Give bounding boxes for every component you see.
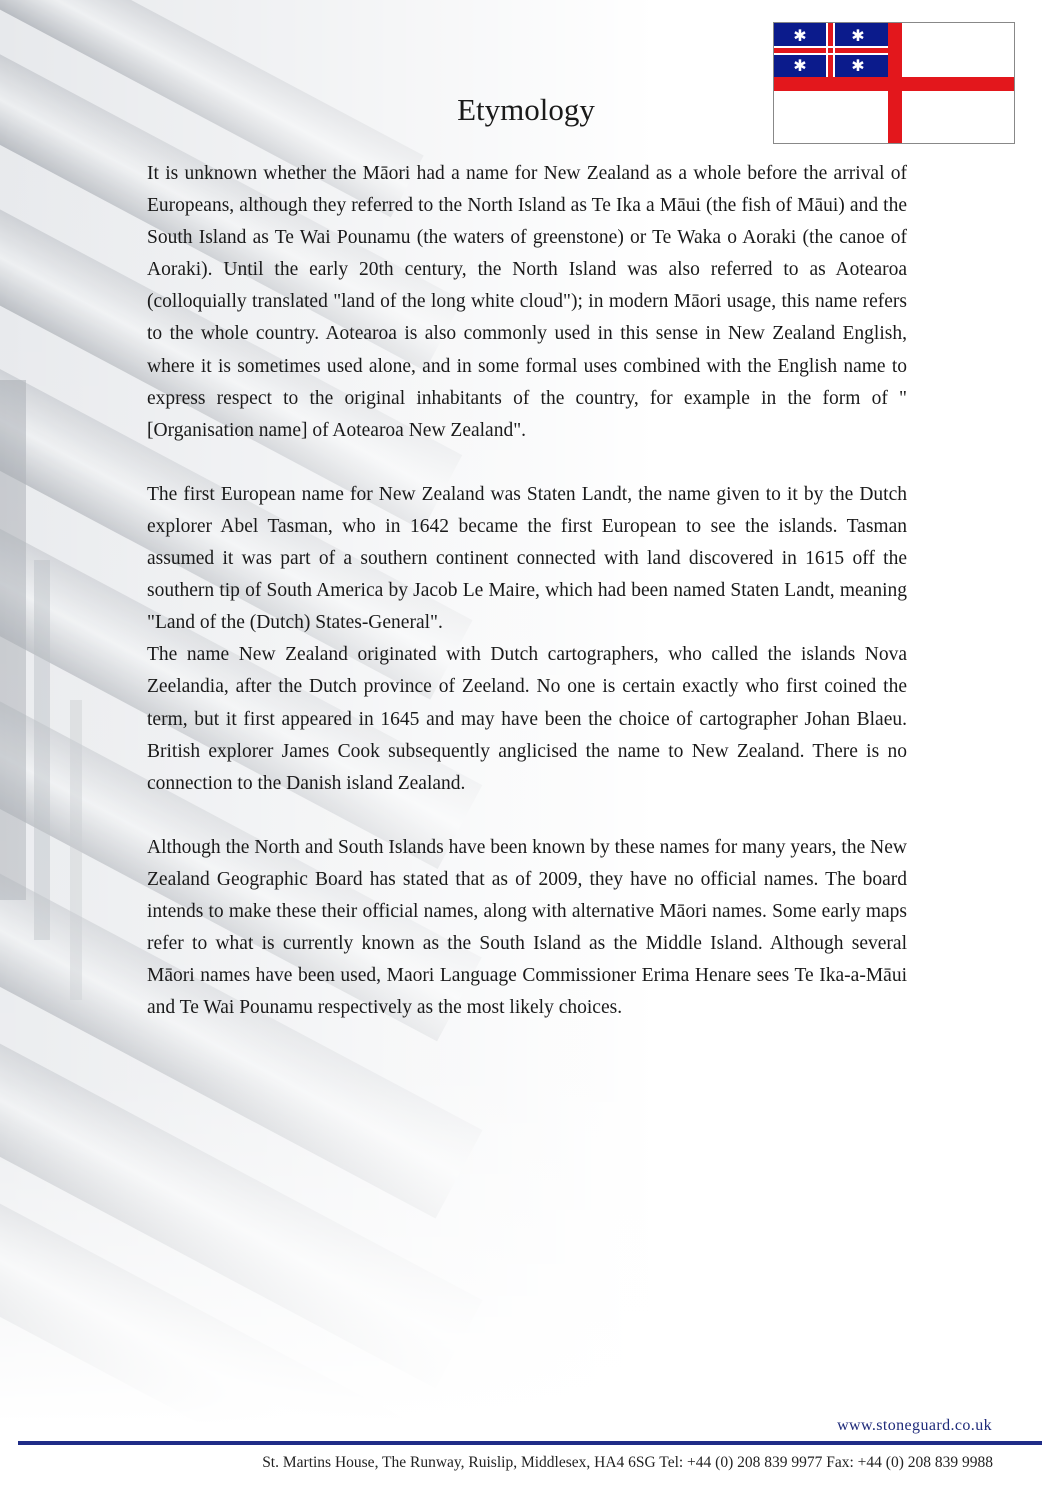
body-text (147, 158, 907, 1024)
paragraph: The name New Zealand originated with Dutch cartographers, who called the islands Nova Zeelandia, after the Dutch province of Zeeland. No one is certain exactly who first coined the term, but it first appeared in 1645 and may have been the choice of cartographer Johan Blaeu. British explorer James Cook subsequently anglicised the name to New Zealand. There is no connection to the Danish island Zealand. (147, 644, 907, 794)
svg-text:✱: ✱ (851, 26, 865, 45)
page-title: Etymology (457, 92, 595, 127)
paragraph: The first European name for New Zealand was Staten Landt, the name given to it by the Dutch explorer Abel Tasman, who in 1642 became the first European to see the islands. Tasman assumed it was part of a southern continent connected with land discovered in 1615 off the southern tip of South America by Jacob Le Maire, which had been named Staten Landt, meaning "Land of the (Dutch) States-General". (147, 483, 907, 634)
svg-text:✱: ✱ (851, 56, 865, 75)
paragraph: It is unknown whether the Māori had a name for New Zealand as a whole before the arrival of Europeans, although they referred to the North Island as Te Ika a Māui (the fish of Māui) and the South Island as Te Wai Pounamu (the waters of greenstone) or Te Waka o Aoraki (the canoe of Aoraki). Until the early 20th century, the North Island was also referred to as Aotearoa (colloquially translated "land of the long white cloud"); in modern Māori usage, this name refers to the whole country. Aotearoa is also commonly used in this sense in New Zealand English, where it is sometimes used alone, and in some formal uses combined with the English name to express respect to the original inhabitants of the country, for example in the form of "[Organisation name] of Aotearoa New Zealand". (147, 163, 907, 441)
svg-text:✱: ✱ (793, 56, 807, 75)
footer-website-link[interactable]: www.stoneguard.co.uk (837, 1417, 992, 1434)
footer-address: St. Martins House, The Runway, Ruislip, Middlesex, HA4 6SG Tel: +44 (0) 208 839 9977 Fax: +44 (0) 208 839 9988 (262, 1454, 993, 1471)
footer-divider (18, 1441, 1042, 1445)
paragraph: Although the North and South Islands have been known by these names for many years, the New Zealand Geographic Board has stated that as of 2009, they have no official names. The board intends to make these their official names, along with alternative Māori names. Some early maps refer to what is currently known as the South Island as the Middle Island. Although several Māori names have been used, Maori Language Commissioner Erima Henare sees Te Ika-a-Māui and Te Wai Pounamu respectively as the most likely choices. (147, 836, 907, 1019)
svg-text:✱: ✱ (793, 26, 807, 45)
